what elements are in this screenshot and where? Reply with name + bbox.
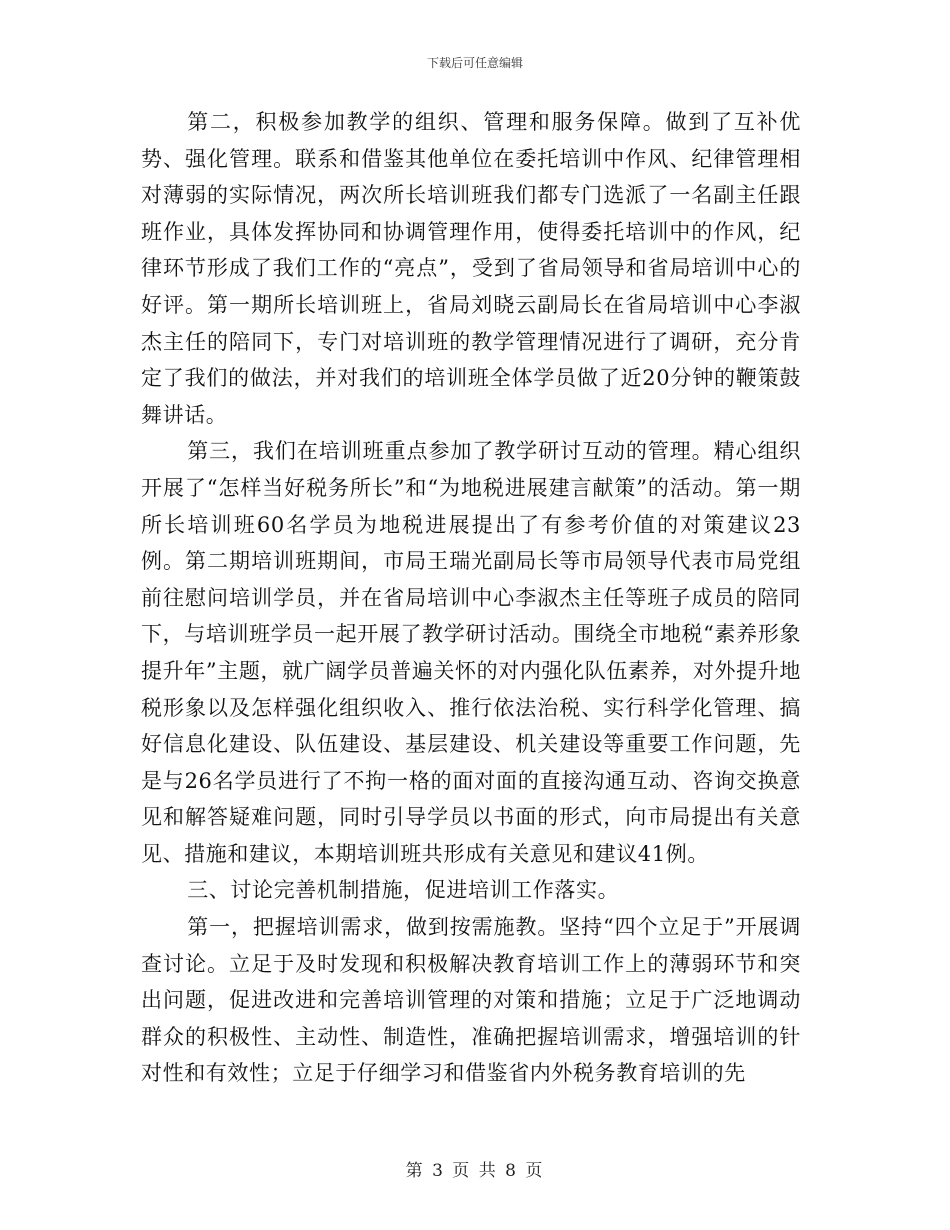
paragraph-2: 第三，我们在培训班重点参加了教学研讨互动的管理。精心组织开展了“怎样当好税务所长”和“为地税进展建言献策”的活动。第一期所长培训班60名学员为地税进展提出了有参考价值的对策建议23例。第二期培训班期间，市局王瑞光副局长等市局领导代表市局党组前往慰问培训学员，并在省局培训中心李淑杰主任等班子成员的陪同下，与培训班学员一起开展了教学研讨活动。围绕全市地税“素养形象提升年”主题，就广阔学员普遍关怀的对内强化队伍素养，对外提升地税形象以及怎样强化组织收入、推行依法治税、实行科学化管理、搞好信息化建设、队伍建设、基层建设、机关建设等重要工作问题，先是与26名学员进行了不拘一格的面对面的直接沟通互动、咨询交换意见和解答疑难问题，同时引导学员以书面的形式，向市局提出有关意见、措施和建议，本期培训班共形成有关意见和建议41例。 [141, 439, 801, 866]
paragraph-3: 第一，把握培训需求，做到按需施教。坚持“四个立足于”开展调查讨论。立足于及时发现和积极解决教育培训工作上的薄弱环节和突出问题，促进改进和完善培训管理的对策和措施；立足于广泛地调动群众的积极性、主动性、制造性，准确把握培训需求，增强培训的针对性和有效性；立足于仔细学习和借鉴省内外税务教育培训的先 [141, 915, 801, 1086]
paragraph-1: 第二，积极参加教学的组织、管理和服务保障。做到了互补优势、强化管理。联系和借鉴其他单位在委托培训中作风、纪律管理相对薄弱的实际情况，两次所长培训班我们都专门选派了一名副主任跟班作业，具体发挥协同和协调管理作用，使得委托培训中的作风，纪律环节形成了我们工作的“亮点”，受到了省局领导和省局培训中心的好评。第一期所长培训班上，省局刘晓云副局长在省局培训中心李淑杰主任的陪同下，专门对培训班的教学管理情况进行了调研，充分肯定了我们的做法，并对我们的培训班全体学员做了近20分钟的鞭策鼓舞讲话。 [141, 110, 801, 427]
page-header: 下载后可任意编辑 [426, 56, 523, 70]
page-number-footer: 第 3 页 共 8 页 [405, 1161, 545, 1181]
document-body [141, 104, 801, 1092]
section-heading: 三、讨论完善机制措施，促进培训工作落实。 [187, 878, 620, 903]
